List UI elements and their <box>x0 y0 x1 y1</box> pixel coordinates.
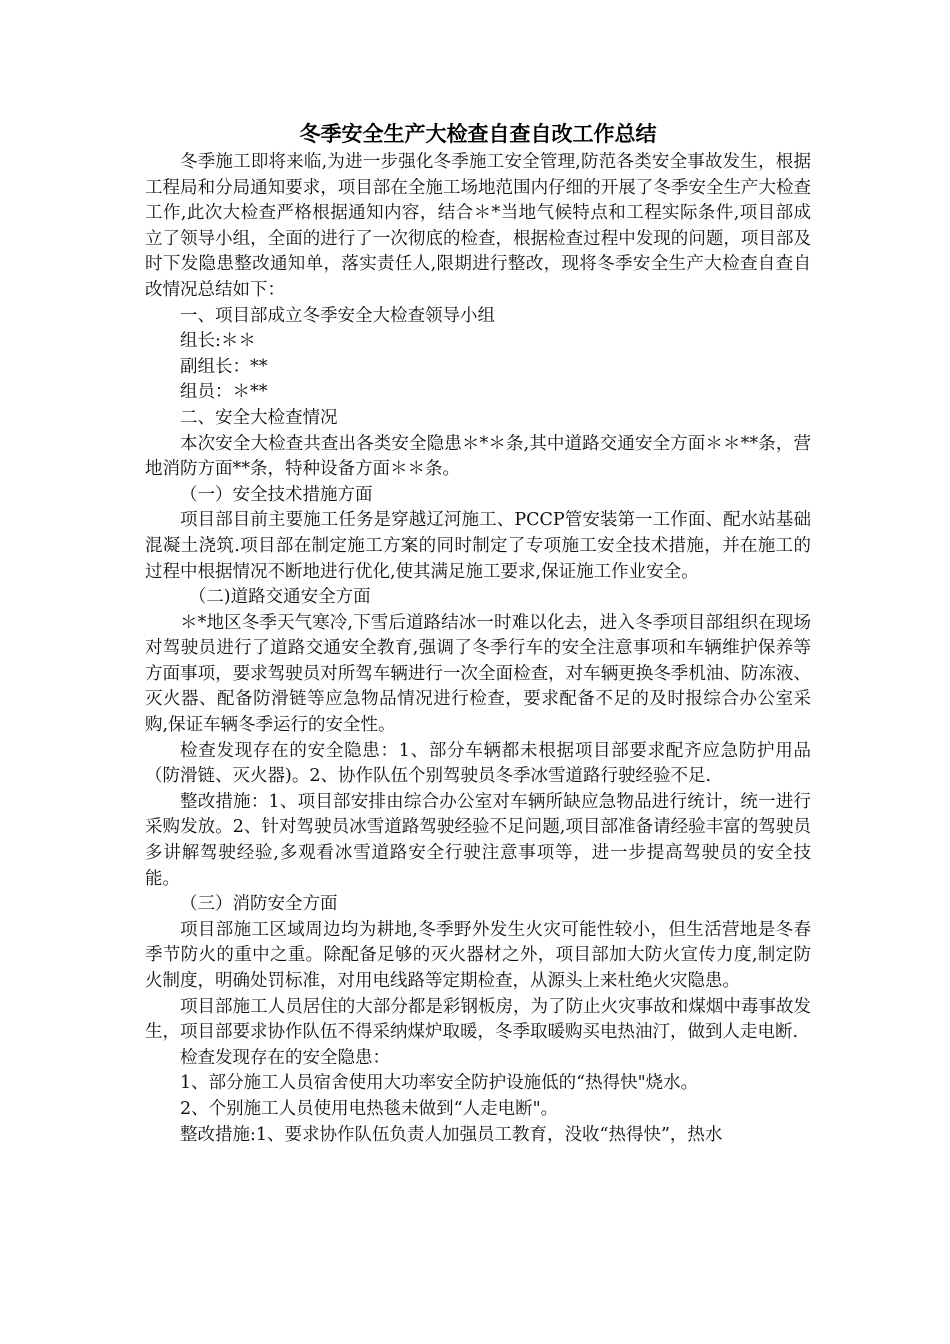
members-line: 组员：＊** <box>180 382 268 403</box>
paragraph-technical-measures: 项目部目前主要施工任务是穿越辽河施工、PCCP管安装第一工作面、配水站基础混凝土浇筑.项目部在制定施工方案的同时制定了专项施工安全技术措施，并在施工的过程中根据情况不断地进行优化,使其满足施工要求,保证施工作业安全。 <box>145 510 811 582</box>
heading-subsection-3: （三）消防安全方面 <box>180 894 338 915</box>
paragraph-road-traffic: ＊*地区冬季天气寒冷,下雪后道路结冰一时难以化去，进入冬季项目部组织在现场对驾驶员进行了道路交通安全教育,强调了冬季行车的安全注意事项和车辆维护保养等方面事项，要求驾驶员对所驾车辆进行一次全面检查，对车辆更换冬季机油、防冻液、灭火器、配备防滑链等应急物品情况进行检查，要求配备不足的及时报综合办公室采购,保证车辆冬季运行的安全性。 <box>145 612 811 736</box>
heading-subsection-2: （二)道路交通安全方面 <box>188 587 371 608</box>
heading-section-2: 二、安全大检查情况 <box>180 407 338 428</box>
paragraph-fire-dormitory: 项目部施工人员居住的大部分都是彩钢板房，为了防止火灾事故和煤烟中毒事故发生，项目部要求协作队伍不得采纳煤炉取暖，冬季取暖购买电热油汀，做到人走电断. <box>145 996 811 1043</box>
paragraph-summary: 本次安全大检查共查出各类安全隐患＊*＊条,其中道路交通安全方面＊＊**条，营地消防方面**条，特种设备方面＊＊条。 <box>145 433 811 480</box>
heading-subsection-1: （一）安全技术措施方面 <box>180 484 373 505</box>
paragraph-fire-hazard-1: 1、部分施工人员宿舍使用大功率安全防护设施低的“热得快"烧水。 <box>180 1073 699 1094</box>
deputy-leader-line: 副组长：** <box>180 356 268 377</box>
paragraph-fire-safety: 项目部施工区域周边均为耕地,冬季野外发生火灾可能性较小，但生活营地是冬春季节防火的重中之重。除配备足够的灭火器材之外，项目部加大防火宣传力度,制定防火制度，明确处罚标准，对用电线路等定期检查，从源头上来杜绝火灾隐患。 <box>145 919 811 991</box>
paragraph-road-hazards: 检查发现存在的安全隐患：1、部分车辆都未根据项目部要求配齐应急防护用品（防滑链、灭火器)。2、协作队伍个别驾驶员冬季冰雪道路行驶经验不足. <box>145 740 811 787</box>
paragraph-intro: 冬季施工即将来临,为进一步强化冬季施工安全管理,防范各类安全事故发生，根据工程局和分局通知要求，项目部在全施工场地范围内仔细的开展了冬季安全生产大检查工作,此次大检查严格根据通知内容，结合＊*当地气候特点和工程实际条件,项目部成立了领导小组，全面的进行了一次彻底的检查，根据检查过程中发现的问题，项目部及时下发隐患整改通知单，落实责任人,限期进行整改，现将冬季安全生产大检查自查自改情况总结如下： <box>145 152 811 300</box>
heading-section-1: 一、项目部成立冬季安全大检查领导小组 <box>180 305 495 326</box>
paragraph-fire-rectification: 整改措施:1、要求协作队伍负责人加强员工教育，没收“热得快”，热水 <box>180 1124 723 1145</box>
document-title: 冬季安全生产大检查自查自改工作总结 <box>299 122 657 146</box>
document-page <box>145 118 811 1148</box>
paragraph-fire-hazard-2: 2、个别施工人员使用电热毯未做到“人走电断"。 <box>180 1098 559 1119</box>
leader-line: 组长:＊＊ <box>180 331 256 352</box>
paragraph-fire-hazards-heading: 检查发现存在的安全隐患： <box>180 1047 390 1068</box>
paragraph-road-rectification: 整改措施：1、项目部安排由综合办公室对车辆所缺应急物品进行统计，统一进行采购发放。2、针对驾驶员冰雪道路驾驶经验不足问题,项目部准备请经验丰富的驾驶员多讲解驾驶经验,多观看冰雪道路安全行驶注意事项等，进一步提高驾驶员的安全技能。 <box>145 791 811 889</box>
